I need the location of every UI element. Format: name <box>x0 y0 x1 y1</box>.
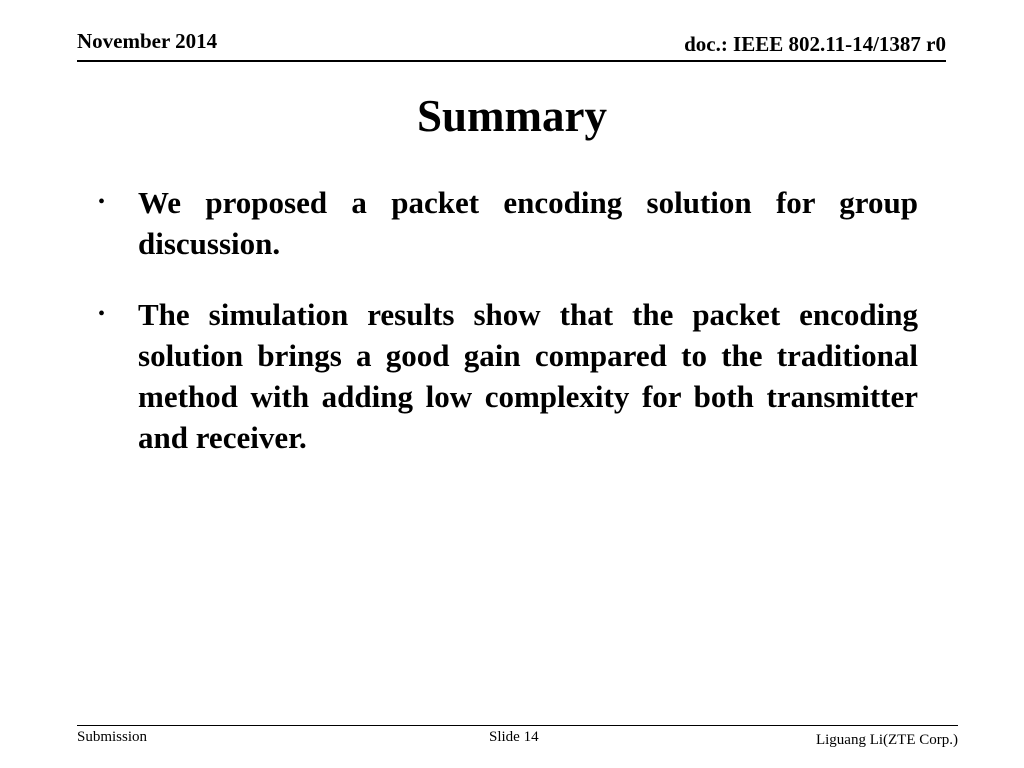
bullet-list <box>98 182 918 488</box>
bullet-item <box>98 182 918 264</box>
header-divider <box>77 60 946 62</box>
bullet-marker: • <box>98 303 106 325</box>
footer-author: Liguang Li(ZTE Corp.) <box>815 732 958 748</box>
bullet-text: We proposed a packet encoding solution for group discussion. <box>138 185 918 261</box>
bullet-item <box>98 294 918 458</box>
footer-slide-number: Slide 14 <box>489 729 539 745</box>
header-doc-id: doc.: IEEE 802.11-14/1387 r0 <box>684 32 946 56</box>
bullet-text: The simulation results show that the packet encoding solution brings a good gain compared to the traditional method with adding low complexity for both transmitter and receiver. <box>138 297 918 455</box>
header-date: November 2014 <box>77 29 218 53</box>
bullet-marker: • <box>98 191 106 213</box>
footer-divider <box>77 725 958 726</box>
slide-title: Summary <box>417 91 607 141</box>
footer-submission: Submission <box>77 729 148 745</box>
